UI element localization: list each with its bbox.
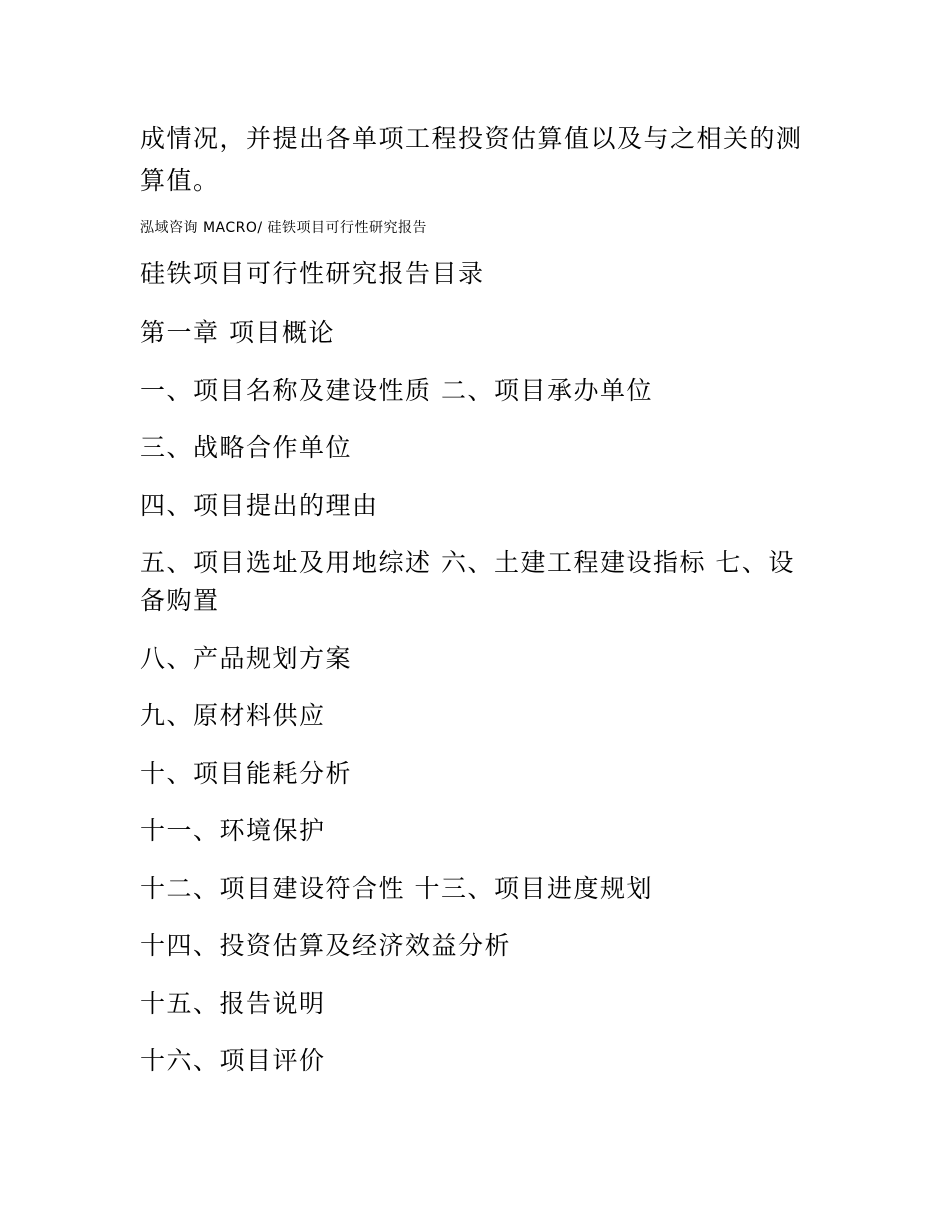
page-content [140, 118, 820, 1100]
toc-item: 八、产品规划方案 [140, 643, 353, 673]
toc-item: 十一、环境保护 [140, 816, 326, 845]
toc-item: 十五、报告说明 [140, 988, 326, 1018]
toc-title: 硅铁项目可行性研究报告目录 [140, 259, 485, 288]
running-header: 泓域咨询 MACRO/ 硅铁项目可行性研究报告 [140, 220, 428, 236]
toc-item: 九、原材料供应 [140, 701, 326, 730]
toc-item: 十二、项目建设符合性 十三、项目进度规划 [140, 873, 653, 903]
toc-item: 十六、项目评价 [140, 1046, 326, 1075]
toc-item: 四、项目提出的理由 [140, 490, 379, 520]
toc-item: 十四、投资估算及经济效益分析 [140, 931, 512, 960]
toc-item: 三、战略合作单位 [140, 433, 353, 462]
toc-item: 五、项目选址及用地综述 六、土建工程建设指标 七、设备购置 [140, 548, 795, 615]
intro-paragraph: 成情况，并提出各单项工程投资估算值以及与之相关的测算值。 [140, 124, 803, 195]
toc-item: 十、项目能耗分析 [140, 758, 353, 788]
toc-list [140, 314, 820, 1080]
toc-item: 一、项目名称及建设性质 二、项目承办单位 [140, 375, 653, 405]
toc-item: 第一章 项目概论 [140, 318, 335, 347]
